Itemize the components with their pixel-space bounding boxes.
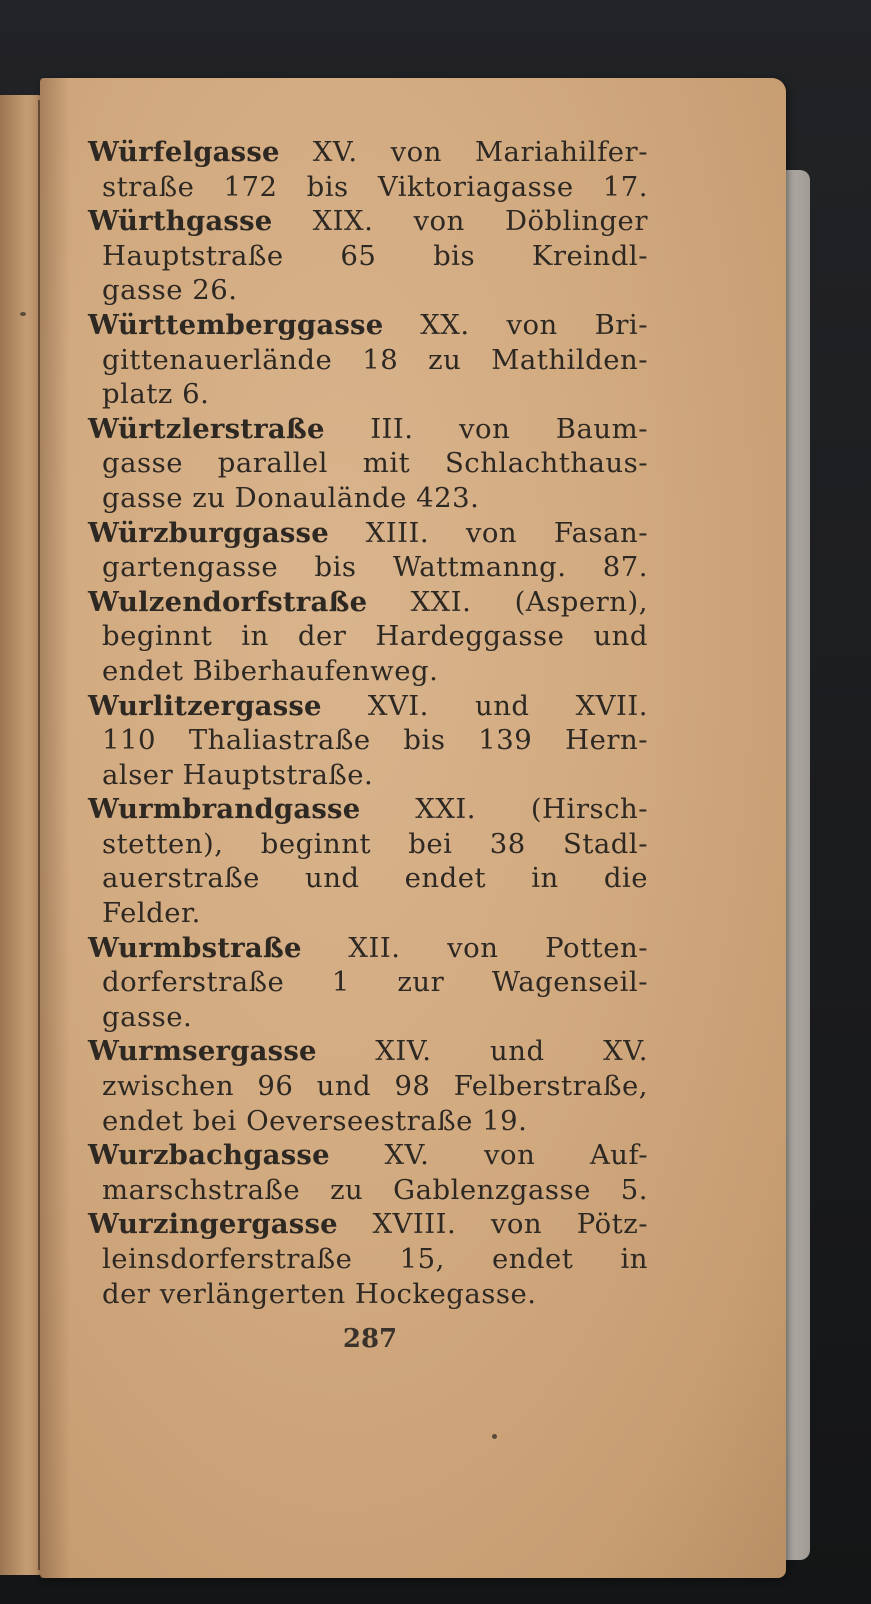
street-entry (88, 308, 648, 412)
entry-line: Wurzingergasse XVIII. von Pötz- (88, 1208, 648, 1241)
entry-line: Würthgasse XIX. von Döblinger (88, 205, 648, 238)
street-entry (88, 585, 648, 689)
entry-line: alser Hauptstraße. (102, 758, 374, 791)
entry-line: straße 172 bis Viktoriagasse 17. (102, 170, 648, 203)
entry-line: Felder. (102, 897, 201, 930)
entry-line: der verlängerten Hockegasse. (102, 1277, 537, 1310)
entry-line: gasse 26. (102, 274, 238, 307)
entry-line: auerstraße und endet in die (102, 862, 648, 895)
entry-line: leinsdorferstraße 15, endet in (102, 1243, 648, 1275)
entry-line: dorferstraße 1 zur Wagenseil- (102, 966, 648, 999)
entry-line: 110 Thaliastraße bis 139 Hern- (102, 724, 648, 757)
entry-line: gasse. (102, 1000, 193, 1033)
street-name: Würtzlerstraße (88, 412, 325, 445)
street-name: Wurmbstraße (88, 931, 302, 964)
entry-line: platz 6. (102, 378, 210, 411)
entry-line: stetten), beginnt bei 38 Stadl- (102, 827, 648, 860)
street-entry (88, 931, 648, 1035)
entry-line: Hauptstraße 65 bis Kreindl- (102, 239, 648, 272)
street-entry (88, 516, 648, 585)
entry-line: endet bei Oeverseestraße 19. (102, 1104, 528, 1137)
entry-line: beginnt in der Hardeggasse und (102, 620, 648, 653)
street-name: Würthgasse (88, 205, 273, 238)
street-entry (88, 792, 648, 930)
street-name: Würfelgasse (88, 136, 280, 168)
entry-line: Wulzendorfstraße XXI. (Aspern), (88, 585, 648, 618)
entry-line: gasse parallel mit Schlachthaus- (102, 447, 648, 480)
street-entry (88, 204, 648, 308)
paper-speck (492, 1434, 497, 1439)
page-shadow (40, 78, 70, 1578)
entry-line: gartengasse bis Wattmanng. 87. (102, 551, 648, 584)
page-number: 287 (342, 1324, 398, 1354)
street-name: Wurlitzergasse (88, 689, 322, 722)
street-name: Wurzbachgasse (88, 1139, 330, 1172)
entry-line: Württemberggasse XX. von Bri- (88, 308, 649, 341)
entry-line: Würfelgasse XV. von Mariahilfer- (88, 136, 648, 168)
street-entry (88, 1138, 648, 1207)
street-entry (88, 412, 648, 516)
street-entry (88, 689, 648, 793)
entry-line: Wurlitzergasse XVI. und XVII. (88, 689, 648, 722)
entry-line: endet Biberhaufenweg. (102, 654, 439, 687)
street-entry (88, 1207, 648, 1311)
street-name: Wurmbrandgasse (88, 793, 361, 826)
street-name: Wurzingergasse (88, 1208, 338, 1241)
street-name: Würzburggasse (88, 516, 329, 549)
entry-line: Würtzlerstraße III. von Baum- (88, 412, 648, 445)
street-directory (88, 135, 648, 1311)
entry-line: marschstraße zu Gablenzgasse 5. (102, 1173, 648, 1206)
street-entry (88, 135, 648, 204)
entry-line: Wurmbrandgasse XXI. (Hirsch- (88, 793, 648, 826)
paper-speck (20, 312, 26, 316)
street-name: Wulzendorfstraße (88, 585, 368, 618)
entry-line: Würzburggasse XIII. von Fasan- (88, 516, 648, 549)
entry-line: gittenauerlände 18 zu Mathilden- (102, 343, 648, 376)
entry-line: Wurmsergasse XIV. und XV. (88, 1035, 648, 1068)
entry-line: zwischen 96 und 98 Felberstraße, (102, 1070, 648, 1103)
street-name: Wurmsergasse (88, 1035, 317, 1068)
street-entry (88, 1034, 648, 1138)
entry-line: Wurmbstraße XII. von Potten- (88, 931, 648, 964)
entry-line: Wurzbachgasse XV. von Auf- (88, 1139, 648, 1172)
entry-line: gasse zu Donaulände 423. (102, 481, 480, 514)
street-name: Württemberggasse (88, 308, 384, 341)
